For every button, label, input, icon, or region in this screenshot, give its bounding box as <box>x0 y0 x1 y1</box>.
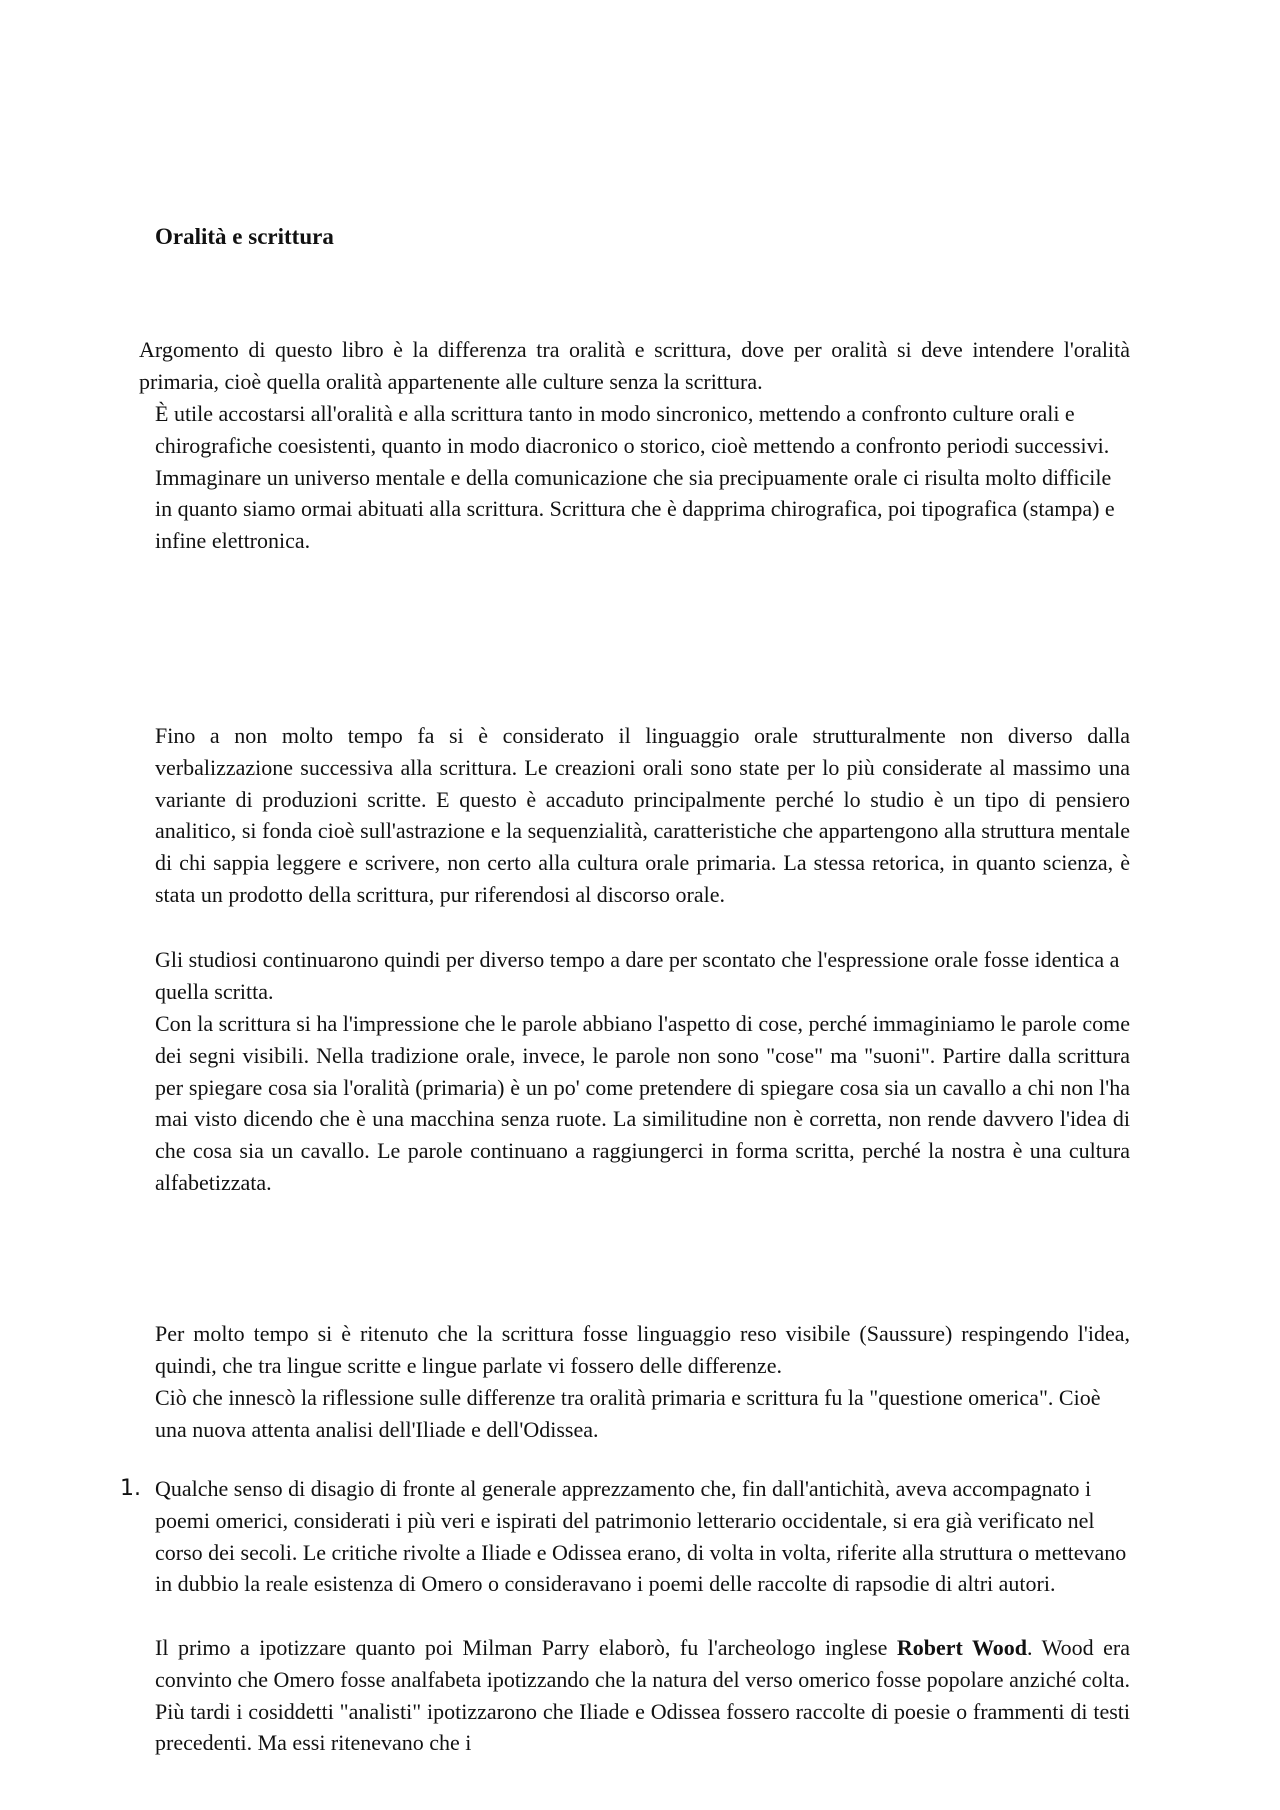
section2-paragraph-1: Fino a non molto tempo fa si è considerato il linguaggio orale strutturalmente non diverso dalla verbalizzazione successiva alla scrittura. Le creazioni orali sono state per lo più considerate al massimo una variante di produzioni scritte. E questo è accaduto principalmente perché lo studio è un tipo di pensiero analitico, si fonda cioè sull'astrazione e la sequenzialità, caratteristiche che appartengono alla struttura mentale di chi sappia leggere e scrivere, non certo alla cultura orale primaria. La stessa retorica, in quanto scienza, è stata un prodotto della scrittura, pur riferendosi al discorso orale. <box>155 723 1130 907</box>
list-item-paragraph-1: Qualche senso di disagio di fronte al generale apprezzamento che, fin dall'antichità, aveva accompagnato i poemi omerici, considerati i più veri e ispirati del patrimonio letterario occidentale, si era già verificato nel corso dei secoli. Le critiche rivolte a Iliade e Odissea erano, di volta in volta, riferite alla struttura o mettevano in dubbio la reale esistenza di Omero o consideravano i poemi delle raccolte di rapsodie di altri autori. <box>155 1476 1127 1597</box>
intro-paragraph-2: È utile accostarsi all'oralità e alla scrittura tanto in modo sincronico, mettendo a confronto culture orali e chirografiche coesistenti, quanto in modo diacronico o storico, cioè mettendo a confronto periodi successivi. Immaginare un universo mentale e della comunicazione che sia precipuamente orale ci risulta molto difficile in quanto siamo ormai abituati alla scrittura. Scrittura che è dapprima chirografica, poi tipografica (stampa) e infine elettronica. <box>155 401 1115 554</box>
intro-paragraph-1: Argomento di questo libro è la differenza tra oralità e scrittura, dove per oralità si deve intendere l'oralità primaria, cioè quella oralità appartenente alle culture senza la scrittura. <box>139 337 1130 394</box>
list-item-paragraph-2-start: Il primo a ipotizzare quanto poi Milman Parry elaborò, fu l'archeologo inglese <box>155 1635 897 1660</box>
section3-paragraph-2: Ciò che innescò la riflessione sulle differenze tra oralità primaria e scrittura fu la "questione omerica". Cioè una nuova attenta analisi dell'Iliade e dell'Odissea. <box>155 1385 1101 1442</box>
list-item-paragraph-2-end: . Wood era convinto che Omero fosse analfabeta ipotizzando che la natura del verso omerico fosse popolare anziché colta. Più tardi i cosiddetti "analisti" ipotizzarono che Iliade e Odissea fossero raccolte di poesie o frammenti di testi precedenti. Ma essi ritenevano che i <box>155 1635 1130 1756</box>
section3-paragraph-1: Per molto tempo si è ritenuto che la scrittura fosse linguaggio reso visibile (Saussure) respingendo l'idea, quindi, che tra lingue scritte e lingue parlate vi fossero delle differenze. <box>155 1321 1130 1378</box>
section2-paragraph-3: Con la scrittura si ha l'impressione che le parole abbiano l'aspetto di cose, perché immaginiamo le parole come dei segni visibili. Nella tradizione orale, invece, le parole non sono "cose" ma "suoni". Partire dalla scrittura per spiegare cosa sia l'oralità (primaria) è un po' come pretendere di spiegare cosa sia un cavallo a chi non l'ha mai visto dicendo che è una macchina senza ruote. La similitudine non è corretta, non rende davvero l'idea di che cosa sia un cavallo. Le parole continuano a raggiungerci in forma scritta, perché la nostra è una cultura alfabetizzata. <box>155 1011 1130 1195</box>
list-marker: 1. <box>120 1476 141 1501</box>
section2-paragraph-2: Gli studiosi continuarono quindi per diverso tempo a dare per scontato che l'espressione orale fosse identica a quella scritta. <box>155 947 1120 1004</box>
document-title: Oralità e scrittura <box>155 224 334 249</box>
robert-wood-name: Robert Wood <box>896 1635 1027 1660</box>
list-item-paragraph-2 <box>155 1632 1130 1759</box>
